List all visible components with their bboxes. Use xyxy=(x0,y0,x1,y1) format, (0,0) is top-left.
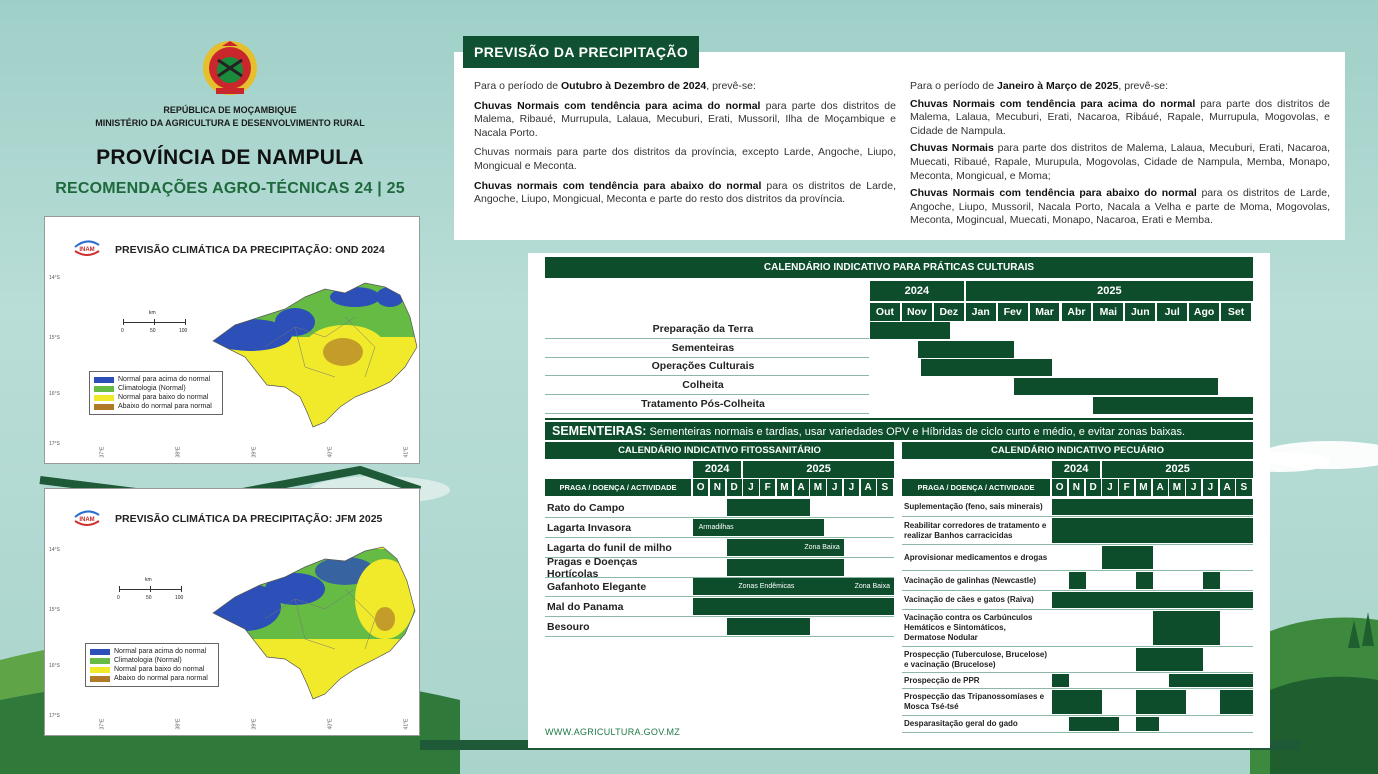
legend-label: Normal para baixo do normal xyxy=(118,394,209,401)
livestock-activity-bar xyxy=(1069,717,1119,731)
phytosanitary-activity-label: Lagarta do funil de milho xyxy=(547,541,672,554)
year-2024-header: 2024 xyxy=(1052,461,1100,478)
mozambique-emblem-icon xyxy=(200,38,260,98)
legend-item xyxy=(90,647,214,656)
section-divider xyxy=(545,418,1253,420)
phytosanitary-activity-bar: Zona Baixa xyxy=(844,578,894,595)
year-2025-header: 2025 xyxy=(743,461,894,478)
legend-swatch xyxy=(94,404,114,410)
legend-item xyxy=(94,402,218,411)
livestock-activity-bar xyxy=(1169,674,1253,687)
month-header: N xyxy=(710,479,725,496)
sementeiras-banner xyxy=(545,422,1253,440)
month-header: J xyxy=(743,479,758,496)
forecast-left-column: Para o período de Outubro à Dezembro de 2024, prevê-se: Chuvas Normais com tendência para acima do normal para parte dos distritos de Malema, Ribaué, Murrupula, Lalaua, Mecuburi, Erati, Mussoril, Ilha de Moçambique e Nacala Porto. Chuvas normais para parte dos distritos da província, excepto Larde, Angoche, Liupo, Mongicual e Meconta. Chuvas normais com tendência para abaixo do normal para os distritos de Larde, Angoche, Liupo, Mongicual, Meconta e parte do resto dos distritos da província. xyxy=(474,80,897,206)
livestock-activity-label: Prospecção (Tuberculose, Brucelose) e vacinação (Brucelose) xyxy=(904,649,1048,669)
month-header: A xyxy=(1153,479,1168,496)
month-header: O xyxy=(693,479,708,496)
forecast-map-card xyxy=(44,216,420,464)
phytosanitary-activity-bar xyxy=(743,519,823,536)
latitude-label: 14°S xyxy=(49,275,60,281)
year-2025-header: 2025 xyxy=(966,281,1253,301)
month-header: Fev xyxy=(998,303,1028,321)
longitude-label: 38°E xyxy=(175,446,182,458)
legend-swatch xyxy=(90,667,110,673)
longitude-label: 40°E xyxy=(327,718,334,730)
livestock-activity-bar xyxy=(1220,690,1254,714)
month-header: Jun xyxy=(1125,303,1155,321)
activity-column-header: PRAGA / DOENÇA / ACTIVIDADE xyxy=(545,479,691,496)
phytosanitary-activity-label: Rato do Campo xyxy=(547,501,625,514)
subtitle: RECOMENDAÇÕES AGRO-TÉCNICAS 24 | 25 xyxy=(55,180,405,197)
row-divider xyxy=(545,375,869,376)
livestock-activity-label: Vacinação de galinhas (Newcastle) xyxy=(904,575,1037,585)
cultural-activity-bar xyxy=(918,341,1014,358)
phytosanitary-activity-bar: Armadilhas xyxy=(693,519,743,536)
longitude-label: 39°E xyxy=(251,718,258,730)
map-scale-bar: km 0 50 100 xyxy=(121,310,188,334)
phytosanitary-activity-label: Besouro xyxy=(547,620,590,633)
year-2024-header: 2024 xyxy=(693,461,741,478)
activity-column-header: PRAGA / DOENÇA / ACTIVIDADE xyxy=(902,479,1050,496)
row-divider xyxy=(545,413,869,414)
livestock-calendar-title: CALENDÁRIO INDICATIVO PECUÁRIO xyxy=(902,442,1253,459)
livestock-activity-label: Reabilitar corredores de tratamento e realizar Banhos carracicidas xyxy=(904,520,1047,540)
month-header: S xyxy=(877,479,892,496)
row-divider xyxy=(545,357,869,358)
cultural-activity-bar xyxy=(870,322,950,339)
livestock-activity-bar xyxy=(1153,611,1220,645)
month-header: J xyxy=(1102,479,1117,496)
phytosanitary-activity-bar xyxy=(727,559,844,576)
cultural-activity-label: Tratamento Pós-Colheita xyxy=(641,398,765,410)
forecast-map-card xyxy=(44,488,420,736)
cultural-activity-bar xyxy=(1093,397,1253,414)
livestock-activity-label: Desparasitação geral do gado xyxy=(904,719,1018,728)
cultural-activity-bar xyxy=(1014,378,1218,395)
legend-item xyxy=(94,393,218,402)
svg-text:INAM: INAM xyxy=(79,247,95,253)
month-header: F xyxy=(1119,479,1134,496)
legend-label: Normal para acima do normal xyxy=(118,376,211,383)
livestock-activity-bar xyxy=(1069,572,1086,589)
map-title: PREVISÃO CLIMÁTICA DA PRECIPITAÇÃO: JFM 2025 xyxy=(115,513,383,525)
livestock-activity-bar xyxy=(1136,648,1203,671)
livestock-activity-bar xyxy=(1136,572,1153,589)
latitude-label: 16°S xyxy=(49,391,60,397)
livestock-activity-bar xyxy=(1052,518,1253,543)
legend-swatch xyxy=(94,386,114,392)
legend-item xyxy=(94,375,218,384)
livestock-activity-bar xyxy=(1052,499,1253,515)
month-header: M xyxy=(810,479,825,496)
latitude-label: 17°S xyxy=(49,713,60,719)
cultural-activity-label: Sementeiras xyxy=(671,342,735,354)
legend-swatch xyxy=(94,377,114,383)
header xyxy=(40,30,420,198)
year-2024-header: 2024 xyxy=(870,281,964,301)
livestock-activity-label: Suplementação (feno, sais minerais) xyxy=(904,502,1043,511)
legend-item xyxy=(94,384,218,393)
year-2025-header: 2025 xyxy=(1102,461,1253,478)
legend-swatch xyxy=(94,395,114,401)
month-header: M xyxy=(1136,479,1151,496)
phytosanitary-activity-bar: Zona Baixa xyxy=(727,539,844,556)
livestock-activity-label: Vacinação contra os Carbúnculos Hemáticos e Sintomáticos, Dermatose Nodular xyxy=(904,613,1033,642)
livestock-activity-label: Aprovisionar medicamentos e drogas xyxy=(904,552,1048,562)
livestock-activity-label: Prospecção das Tripanossomíases e Mosca Tsé-tsé xyxy=(904,692,1045,711)
livestock-activity-bar xyxy=(1102,546,1152,569)
longitude-label: 37°E xyxy=(99,718,106,730)
month-header: A xyxy=(794,479,809,496)
month-header: Ago xyxy=(1189,303,1219,321)
month-header: Jan xyxy=(966,303,996,321)
sementeiras-text: Sementeiras normais e tardias, usar variedades OPV e Híbridas de ciclo curto e médio, e evitar zonas baixas. xyxy=(646,426,1186,438)
month-header: J xyxy=(844,479,859,496)
month-header: Jul xyxy=(1157,303,1187,321)
legend-label: Climatologia (Normal) xyxy=(114,657,182,664)
cultural-activity-label: Colheita xyxy=(682,379,724,391)
row-divider xyxy=(545,394,869,395)
province-map xyxy=(45,489,421,737)
longitude-label: 39°E xyxy=(251,446,258,458)
longitude-label: 37°E xyxy=(99,446,106,458)
livestock-activity-label: Prospecção de PPR xyxy=(904,675,980,685)
livestock-activity-label: Vacinação de cães e gatos (Raiva) xyxy=(904,595,1034,604)
map-legend xyxy=(89,371,223,415)
legend-item xyxy=(90,656,214,665)
cultural-activity-bar xyxy=(921,359,1052,376)
month-header: M xyxy=(1169,479,1184,496)
phytosanitary-activity-label: Pragas e Doenças Hortícolas xyxy=(547,555,638,580)
latitude-label: 15°S xyxy=(49,607,60,613)
phytosanitary-calendar-title: CALENDÁRIO INDICATIVO FITOSSANITÁRIO xyxy=(545,442,894,459)
month-header: A xyxy=(1220,479,1235,496)
livestock-activity-bar xyxy=(1052,674,1069,687)
month-header: S xyxy=(1236,479,1251,496)
latitude-label: 14°S xyxy=(49,547,60,553)
row-divider xyxy=(902,732,1253,733)
livestock-activity-bar xyxy=(1052,690,1102,714)
phytosanitary-activity-bar xyxy=(693,598,894,615)
latitude-label: 16°S xyxy=(49,663,60,669)
month-header: Abr xyxy=(1062,303,1092,321)
legend-label: Abaixo do normal para normal xyxy=(114,675,208,682)
sementeiras-label: SEMENTEIRAS: xyxy=(552,424,647,438)
month-header: Mai xyxy=(1093,303,1123,321)
month-header: M xyxy=(777,479,792,496)
livestock-activity-bar xyxy=(1052,592,1253,608)
legend-label: Normal para acima do normal xyxy=(114,648,207,655)
month-header: J xyxy=(1203,479,1218,496)
month-header: Out xyxy=(870,303,900,321)
legend-label: Climatologia (Normal) xyxy=(118,385,186,392)
month-header: Set xyxy=(1221,303,1251,321)
cultural-calendar-title: CALENDÁRIO INDICATIVO PARA PRÁTICAS CULTURAIS xyxy=(545,257,1253,278)
phytosanitary-activity-bar xyxy=(727,499,811,516)
province-map xyxy=(45,217,421,465)
legend-swatch xyxy=(90,649,110,655)
livestock-activity-bar xyxy=(1136,690,1186,714)
phytosanitary-activity-label: Mal do Panama xyxy=(547,600,624,613)
legend-swatch xyxy=(90,676,110,682)
month-header: J xyxy=(827,479,842,496)
latitude-label: 15°S xyxy=(49,335,60,341)
website-link[interactable]: WWW.AGRICULTURA.GOV.MZ xyxy=(545,727,681,737)
map-title: PREVISÃO CLIMÁTICA DA PRECIPITAÇÃO: OND 2024 xyxy=(115,244,385,256)
phytosanitary-activity-bar xyxy=(727,618,811,635)
phytosanitary-activity-label: Lagarta Invasora xyxy=(547,521,632,534)
forecast-right-column: Para o período de Janeiro à Março de 2025, prevê-se: Chuvas Normais com tendência para acima do normal para parte dos distritos de Malema, Lalaua, Mecuburi, Erati, Nacaroa, Ribáué, Rapale, Murrupula, Mogovolas, e Cidade de Nampula. Chuvas Normais para parte dos distritos de Malema, Lalaua, Mecuburi, Erati, Nacaroa, Muecati, Ribaué, Rapale, Murupula, Mogovolas, Cidade de Nampula, Memba, Monapo, Meconta, Mongicual, e Moma; Chuvas Normais com tendência para abaixo do normal para os distritos de Larde, Angoche, Liupo, Mussoril, Nacala Porto, Nacala a Velha e parte de Moma, Mogovolas, Meconta, Mogincual, Muecati, Monapo, Nacaroa, Erati e Memba. xyxy=(910,80,1331,227)
phytosanitary-activity-bar: Zonas Endêmicas xyxy=(693,578,844,595)
longitude-label: 41°E xyxy=(403,718,410,730)
map-scale-bar: km 0 50 100 xyxy=(117,577,184,601)
month-header: F xyxy=(760,479,775,496)
ministry-label: MINISTÉRIO DA AGRICULTURA E DESENVOLVIMENTO RURAL xyxy=(95,118,365,128)
month-header: D xyxy=(1086,479,1101,496)
longitude-label: 40°E xyxy=(327,446,334,458)
month-header: Mar xyxy=(1030,303,1060,321)
svg-text:INAM: INAM xyxy=(79,517,95,523)
latitude-label: 17°S xyxy=(49,441,60,447)
map-legend xyxy=(85,643,219,687)
forecast-title: PREVISÃO DA PRECIPITAÇÃO xyxy=(463,36,699,68)
month-header: D xyxy=(727,479,742,496)
month-header: Dez xyxy=(934,303,964,321)
cultural-activity-label: Preparação da Terra xyxy=(652,323,754,335)
phytosanitary-activity-label: Gafanhoto Elegante xyxy=(547,580,647,593)
longitude-label: 38°E xyxy=(175,718,182,730)
legend-label: Normal para baixo do normal xyxy=(114,666,205,673)
legend-swatch xyxy=(90,658,110,664)
longitude-label: 41°E xyxy=(403,446,410,458)
row-divider xyxy=(545,338,869,339)
month-header: Nov xyxy=(902,303,932,321)
month-header: N xyxy=(1069,479,1084,496)
livestock-activity-bar xyxy=(1136,717,1159,731)
livestock-activity-bar xyxy=(1203,572,1220,589)
republic-label: REPÚBLICA DE MOÇAMBIQUE xyxy=(163,105,297,115)
month-header: A xyxy=(861,479,876,496)
row-divider xyxy=(545,636,894,637)
month-header: O xyxy=(1052,479,1067,496)
legend-label: Abaixo do normal para normal xyxy=(118,403,212,410)
province-title: PROVÍNCIA DE NAMPULA xyxy=(96,146,364,169)
month-header: J xyxy=(1186,479,1201,496)
cultural-activity-label: Operações Culturais xyxy=(651,360,755,372)
legend-item xyxy=(90,674,214,683)
legend-item xyxy=(90,665,214,674)
